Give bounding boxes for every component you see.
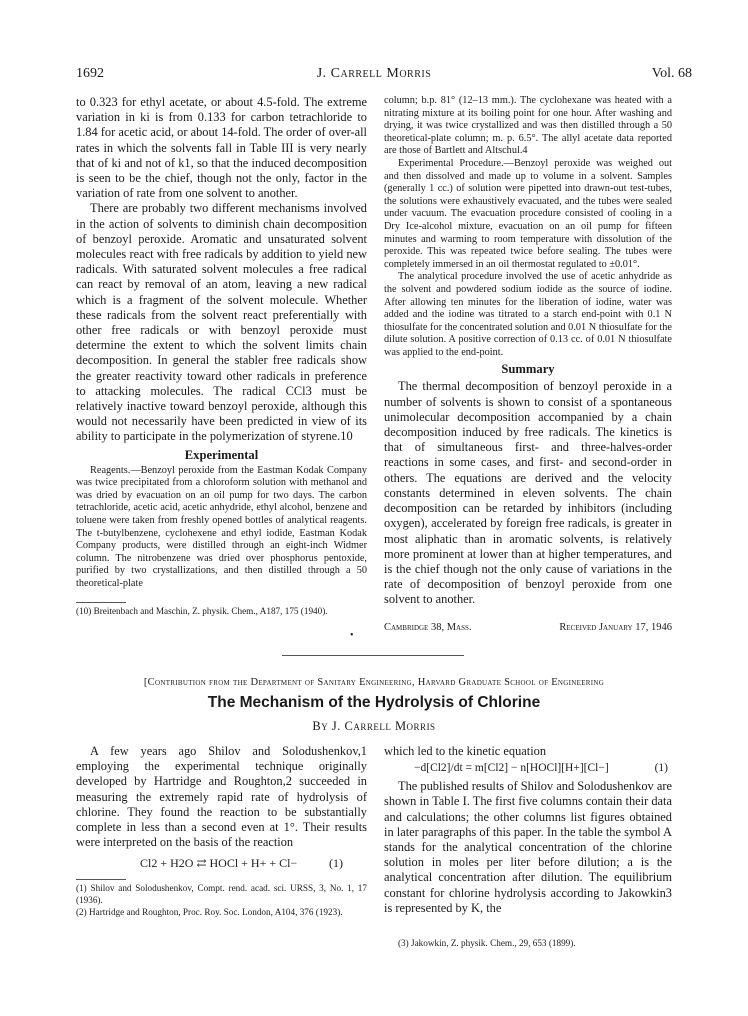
running-title: J. Carrell Morris [316,66,432,81]
reagents-paragraph: Reagents.—Benzoyl peroxide from the Eastman Kodak Company was twice precipitated from a chloroform solution with methanol and was dried by evacuation on an oil pump for two days. The carbon tetrachloride, acetic acid, acetic anhydride, ethyl alcohol, benzene and toluene were taken from freshly opened bottles of analytical reagents. The t-butylbenzene, cyclohexene and ethyl iodide, Eastman Kodak Company products, were distilled through an eight-inch Widmer column. The nitrobenzene was dried over phosphorus pentoxide, purified by two crystallizations, and then distilled through a 50 theoretical-plate [76,464,367,590]
top-left-column [76,95,367,591]
equation-1-text: Cl2 + H2O ⇄ HOCl + H+ + Cl− [140,856,298,871]
footnote-2: (2) Hartridge and Roughton, Proc. Roy. Soc. London, A104, 376 (1923). [76,907,343,917]
equation-2 [384,761,672,779]
volume-number: Vol. 68 [651,66,692,81]
footnote-10: (10) Breitenbach and Maschin, Z. physik. Chem., A187, 175 (1940). [76,606,328,616]
byline: By J. Carrell Morris [312,719,436,733]
equation-1-number: (1) [329,856,343,871]
experimental-heading: Experimental [184,447,259,462]
top-right-column [384,95,672,608]
contribution-line: [Contribution from the Department of Sanitary Engineering, Harvard Graduate School of Engineering [143,677,605,688]
address: Cambridge 38, Mass. [384,622,472,633]
procedure-paragraph: Experimental Procedure.—Benzoyl peroxide was weighed out and then dissolved and made up to volume in a solvent. Samples (generally 1 cc.) of solution were pipetted into drawn-out test-tubes, the solutions were exhaustively evacuated, and the tubes were sealed under vacuum. The evacuation procedure consisted of cooling in a Dry Ice-alcohol mixture, evacuation on an oil pump for fifteen minutes and warming to room temperature with dissolution of the peroxide. This was repeated twice before sealing. The tubes were completely immersed in an oil thermostat regulated to ±0.01°. [384,157,672,270]
footnote-rule [76,602,126,603]
paragraph: column; b.p. 81° (12–13 mm.). The cyclohexane was heated with a nitrating mixture at its boiling point for one hour. After washing and drying, it was twice crystallized and was then distilled through a 50 theoretical-plate column; m. p. 6.5°. The allyl acetate data reported are those of Bartlett and Altschul.4 [384,95,672,157]
paragraph: to 0.323 for ethyl acetate, or about 4.5-fold. The extreme variation in ki is from 0.133 for carbon tetrachloride to 1.84 for acetic acid, or about 14-fold. The order of over-all rates in which the solvents fall in Table III is very nearly that of ki and not of k1, so that the induced decomposition is seen to be the chief, though not the only, factor in the variation of rate from one solvent to another. [76,95,367,201]
equation-2-text: −d[Cl2]/dt = m[Cl2] − n[HOCl][H+][Cl−] [414,762,609,775]
page-number: 1692 [76,66,104,81]
summary-heading: Summary [501,362,555,377]
summary-paragraph: The thermal decomposition of benzoyl peroxide in a number of solvents is shown to consist of a spontaneous unimolecular decomposition accompanied by a chain decomposition induced by free radicals. The kinetics is that of simultaneous first- and three-halves-order reactions in some cases, and first- and second-order in others. The equations are derived and the velocity constants determined in eleven solvents. The chain decomposition can be retarded by inhibitors (including oxygen), accelerated by foreign free radicals, is greater in most aliphatic than in aromatic solvents, is relatively more prominent at lower than at higher temperatures, and is the chief though not the only cause of variations in the rate of decomposition of benzoyl peroxide from one solvent to another. [384,379,672,607]
paragraph: The analytical procedure involved the use of acetic anhydride as the solvent and powdered sodium iodide as the source of iodine. After allowing ten minutes for the liberation of iodine, water was added and the iodine was titrated to a starch end-point with 0.1 N thiosulfate for the concentrated solution and 0.01 N thiosulfate for the dilute solution. A positive correction of 0.13 cc. of 0.01 N thiosulfate was applied to the end-point. [384,271,672,358]
equation-2-number: (1) [654,762,668,775]
footnote-1: (1) Shilov and Solodushenkov, Compt. rend. acad. sci. URSS, 3, No. 1, 17 (1936). [76,883,367,905]
paragraph: The published results of Shilov and Solodushenkov are shown in Table I. The first five columns contain their data and calculations; the other columns list figures obtained in later paragraphs of this paper. In the table the symbol A stands for the analytical concentration of the chlorine solution in moles per liter before dilution; a is the analytical concentration after dilution. The equilibrium constant for chlorine hydrolysis according to Jakowkin3 is represented by K, the [384,779,672,915]
bottom-left-column [76,744,367,874]
bottom-right-column [384,744,672,916]
footnote-3: (3) Jakowkin, Z. physik. Chem., 29, 653 (1899). [398,938,576,948]
intro-paragraph: A few years ago Shilov and Solodushenkov,1 employing the experimental technique originally developed by Hartridge and Roughton,2 succeeded in measuring the extremely rapid rate of hydrolysis of chlorine. They found the reaction to be substantially complete in less than a second even at 1°. Their results were interpreted on the basis of the reaction [76,744,367,850]
bullet-mark: • [350,630,354,641]
equation-1 [76,854,367,874]
section-divider [282,655,464,656]
article-title: The Mechanism of the Hydrolysis of Chlorine [207,694,541,711]
footnote-rule [76,879,126,880]
paragraph: which led to the kinetic equation [384,744,547,758]
paragraph: There are probably two different mechanisms involved in the action of solvents to diminish chain decomposition of benzoyl peroxide. Aromatic and unsaturated solvent molecules react with free radicals by addition to yield new radicals. With saturated solvent molecules a free radical can react by removal of an atom, leaving a new radical which is a fragment of the solvent molecule. Whether these radicals from the solvent react preferentially with other free radicals or with benzoyl peroxide must determine the extent to which the solvent limits chain decomposition. In general the stabler free radicals show the greater reactivity toward other radicals in preference to attacking molecules. The radical CCl3 must be relatively inactive toward benzoyl peroxide, although this would not necessarily have been predicted in view of its ability to participate in the polymerization of styrene.10 [76,201,367,444]
received-date: Received January 17, 1946 [559,622,672,633]
